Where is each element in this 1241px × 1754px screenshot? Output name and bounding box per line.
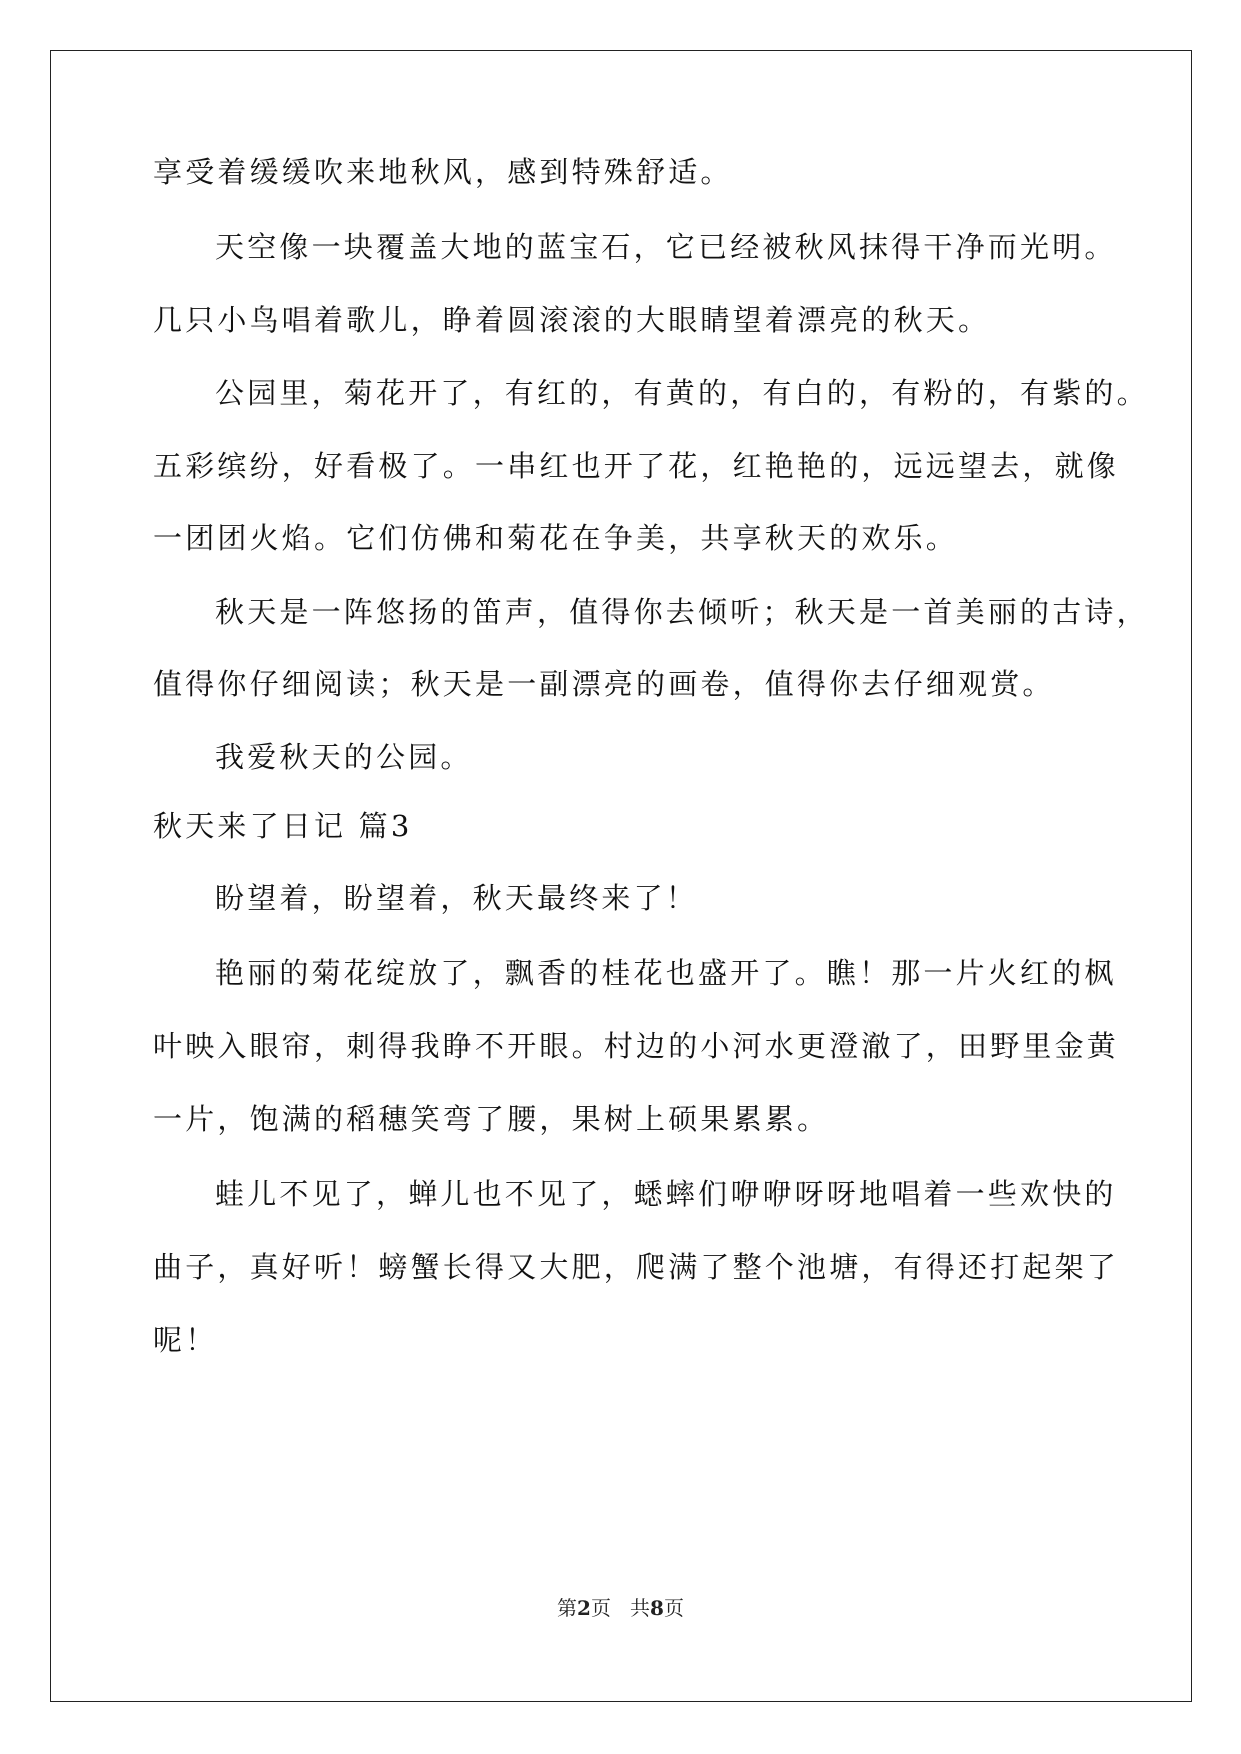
text-line-9: 我爱秋天的公园。 [215,740,473,774]
text-line-3: 几只小鸟唱着歌儿，睁着圆滚滚的大眼睛望着漂亮的秋天。 [153,303,991,337]
text-line-16: 曲子，真好听！螃蟹长得又大肥，爬满了整个池塘，有得还打起架了 [153,1250,1120,1284]
text-line-4: 公园里，菊花开了，有红的，有黄的，有白的，有粉的，有紫的。 [215,376,1149,410]
page-current: 2 [577,1596,591,1620]
text-line-8: 值得你仔细阅读；秋天是一副漂亮的画卷，值得你去仔细观赏。 [153,667,1055,701]
page-footer [0,1594,1241,1622]
text-line-17: 呢！ [153,1323,218,1357]
text-line-11: 盼望着，盼望着，秋天最终来了！ [215,881,699,915]
text-line-14: 一片，饱满的稻穗笑弯了腰，果树上硕果累累。 [153,1102,830,1136]
text-line-1: 享受着缓缓吹来地秋风，感到特殊舒适。 [153,155,733,189]
text-line-15: 蛙儿不见了，蝉儿也不见了，蟋蟀们咿咿呀呀地唱着一些欢快的 [215,1177,1117,1211]
text-line-13: 叶映入眼帘，刺得我睁不开眼。村边的小河水更澄澈了，田野里金黄 [153,1029,1120,1063]
page-label-prefix: 第 [557,1596,578,1620]
text-line-12: 艳丽的菊花绽放了，飘香的桂花也盛开了。瞧！那一片火红的枫 [215,956,1117,990]
page-total: 8 [650,1596,664,1620]
page-label-suffix: 页 [590,1596,611,1620]
text-line-2: 天空像一块覆盖大地的蓝宝石，它已经被秋风抹得干净而光明。 [215,230,1117,264]
section-heading: 秋天来了日记 篇3 [153,809,413,843]
page-border [50,50,1192,1702]
text-line-6: 一团团火焰。它们仿佛和菊花在争美，共享秋天的欢乐。 [153,521,959,555]
text-line-5: 五彩缤纷，好看极了。一串红也开了花，红艳艳的，远远望去，就像 [153,449,1120,483]
total-label-prefix: 共 [630,1596,651,1620]
text-line-7: 秋天是一阵悠扬的笛声，值得你去倾听；秋天是一首美丽的古诗， [215,595,1149,629]
total-label-suffix: 页 [663,1596,684,1620]
